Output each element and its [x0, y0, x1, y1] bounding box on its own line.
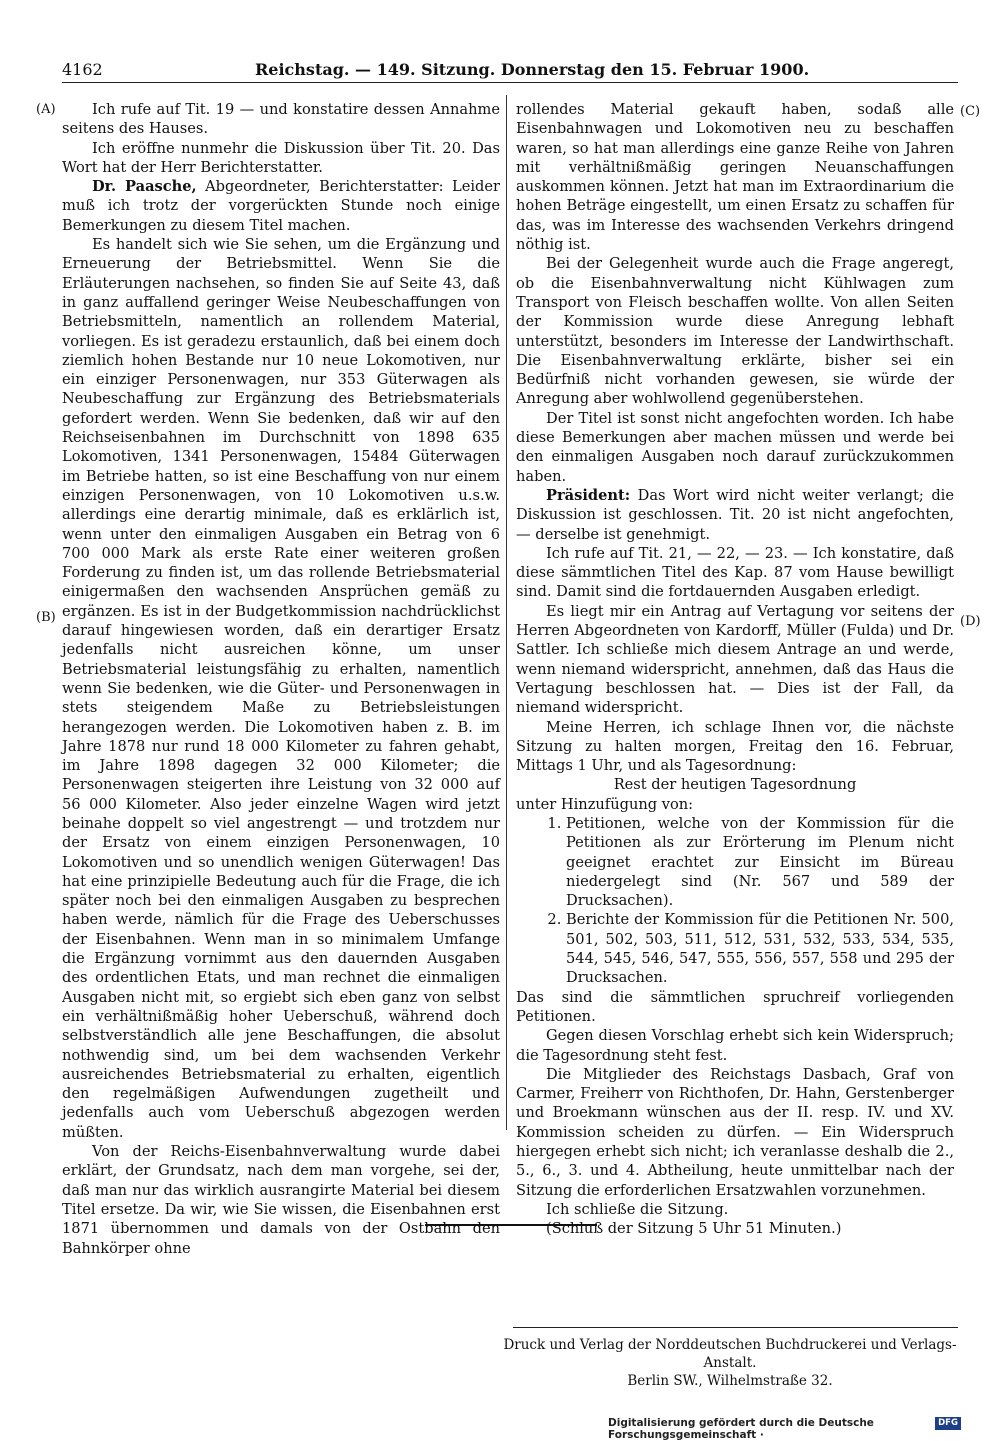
paragraph: Es handelt sich wie Sie sehen, um die Ergänzung und Erneuerung der Betriebsmittel. Wenn Sie die Erläuterungen nachsehen, so finden Sie auf Seite 43, daß in ganz auffallend geringer Weise Neubeschaffungen von Betriebsmitteln, namentlich an rollendem Material, vorliegen. Es ist geradezu erstaunlich, daß bei einem doch ziemlich hohen Bestande nur 10 neue Lokomotiven, nur ein einziger Personenwagen, nur 353 Güterwagen als Neubeschaffung zur Ergänzung des Betriebsmaterials gefordert werden. Wenn Sie bedenken, daß wir auf den Reichseisenbahnen im Durchschnitt von 1898 635 Lokomotiven, 1341 Personenwagen, 15484 Güterwagen im Betriebe hatten, so ist eine Beschaffung von nur einem einzigen Personenwagen, von 10 Lokomotiven u.s.w. allerdings eine derartig minimale, daß es erklärlich ist, wenn unter den einmaligen Ausgaben ein Betrag von 6 700 000 Mark als erste Rate einer weiteren großen Forderung zu finden ist, um das rollende Betriebsmaterial einigermaßen den wachsenden Ansprüchen gemäß zu ergänzen. Es ist in der Budgetkommission nachdrücklichst darauf hingewiesen worden, daß ein derartiger Ersatz jedenfalls nicht ausreichen könne, um unser Betriebsmaterial leistungsfähig zu erhalten, namentlich wenn Sie bedenken, wie die Güter- und Personenwagen in stets steigendem Maße zu Betriebsleistungen herangezogen werden. Die Lokomotiven haben z. B. im Jahre 1878 nur rund 18 000 Kilometer zu fahren gehabt, im Jahre 1898 dagegen 32 000 Kilometer; die Personenwagen steigerten ihre Leistung von 32 000 auf 56 000 Kilometer. Also jeder einzelne Wagen wird jetzt beinahe doppelt so viel angestrengt — und trotzdem nur der Ersatz von einem einzigen Personenwagen, 10 Lokomotiven und so unendlich wenigen Güterwagen! Das hat eine prinzipielle Bedeutung auch für die Frage, die ich später noch bei den einmaligen Ausgaben zu besprechen haben werde, nämlich für die Frage des Ueberschusses der Eisenbahnen. Wenn man in so minimalem Umfange die Ergänzung vornimmt aus den dauernden Ausgaben des ordentlichen Etats, und man rechnet die einmaligen Ausgaben nicht mit, so ergiebt sich eben ganz von selbst ein verhältnißmäßig hoher Ueberschuß, während doch selbstverständlich alle jene Beschaffungen, die absolut nothwendig sind, um bei dem wachsenden Verkehr ausreichendes Betriebsmaterial zu erhalten, eigentlich den regelmäßigen Aufwendungen zugetheilt und jedenfalls auch vom Ueberschuß abgezogen werden müßten.: [62, 236, 500, 1141]
speaker-name: Dr. Paasche,: [92, 178, 197, 196]
page-number: 4162: [62, 60, 103, 79]
margin-mark-b: (B): [36, 610, 56, 625]
session-close: (Schluß der Sitzung 5 Uhr 51 Minuten.): [546, 1220, 842, 1238]
end-rule: [425, 1224, 597, 1226]
agenda-subheading: unter Hinzufügung von:: [516, 795, 694, 813]
paragraph: Ich schließe die Sitzung.: [546, 1200, 729, 1218]
margin-mark-a: (A): [36, 102, 56, 117]
paragraph: [62, 177, 500, 235]
paragraph: Ich eröffne nunmehr die Diskussion über Tit. 20. Das Wort hat der Herr Berichterstatter.: [62, 139, 500, 176]
imprint-line: Druck und Verlag der Norddeutschen Buchdruckerei und Verlags-Anstalt.: [503, 1337, 957, 1371]
margin-mark-c: (C): [960, 104, 981, 119]
paragraph: Ich rufe auf Tit. 19 — und konstatire dessen Annahme seitens des Hauses.: [62, 101, 500, 138]
margin-mark-d: (D): [960, 614, 981, 629]
paragraph: Meine Herren, ich schlage Ihnen vor, die nächste Sitzung zu halten morgen, Freitag den 16. Februar, Mittags 1 Uhr, und als Tagesordnung:: [516, 718, 954, 775]
paragraph: Es liegt mir ein Antrag auf Vertagung vor seitens der Herren Abgeordneten von Kardorff, Müller (Fulda) und Dr. Sattler. Ich schließe mich diesem Antrage an und werde, wenn niemand widerspricht, annehmen, daß das Haus die Vertagung beschlossen hat. — Dies ist der Fall, da niemand widerspricht.: [516, 602, 954, 717]
paragraph: Der Titel ist sonst nicht angefochten worden. Ich habe diese Bemerkungen aber machen müssen und werde bei den einmaligen Ausgaben noch darauf zurückzukommen haben.: [516, 409, 954, 485]
imprint-line: Berlin SW., Wilhelmstraße 32.: [627, 1373, 833, 1389]
imprint-rule: [513, 1327, 958, 1328]
agenda-heading: Rest der heutigen Tagesordnung: [613, 776, 857, 794]
paragraph: Gegen diesen Vorschlag erhebt sich kein Widerspruch; die Tagesordnung steht fest.: [516, 1027, 954, 1064]
header-rule: [62, 82, 958, 83]
speaker-text: Abgeordneter, Berichterstatter: Leider muß ich trotz der vorgerückten Stunde noch einige Bemerkungen zu diesem Titel machen.: [62, 178, 500, 234]
paragraph: Die Mitglieder des Reichstags Dasbach, Graf von Carmer, Freiherr von Richthofen, Dr. Hahn, Gerstenberger und Broekmann wünschen aus der II. resp. IV. und XV. Kommission scheiden zu dürfen. — Ein Widerspruch hiergegen erhebt sich nicht; ich veranlasse deshalb die 2., 5., 6., 3. und 4. Abtheilung, heute unmittelbar nach der Sitzung die erforderlichen Ersatzwahlen vorzunehmen.: [516, 1065, 954, 1199]
paragraph: [516, 486, 954, 544]
paragraph: Das sind die sämmtlichen spruchreif vorliegenden Petitionen.: [516, 988, 954, 1025]
president-label: Präsident:: [546, 486, 631, 504]
paragraph: rollendes Material gekauft haben, sodaß alle Eisenbahnwagen und Lokomotiven neu zu beschaffen waren, so hat man allerdings eine ganze Reihe von Jahren mit verhältnißmäßig geringen Neuanschaffungen auskommen können. Jetzt hat man im Extraordinarium die hohen Beträge eingestellt, um einen Ersatz zu schaffen für das, was im Interesse des wachsenden Verkehrs dringend nöthig ist.: [516, 101, 954, 254]
agenda-item: 1. Petitionen, welche von der Kommission für die Petitionen als zur Erörterung im Plenum nicht geeignet erachtet zur Einsicht im Büreau niedergelegt sind (Nr. 567 und 589 der Drucksachen).: [566, 814, 954, 910]
paragraph: Von der Reichs-Eisenbahnverwaltung wurde dabei erklärt, der Grundsatz, nach dem man vorgehe, sei der, daß man nur das wirklich ausrangirte Material bei diesem Titel ersetze. Da wir, wie Sie wissen, die Eisenbahnen erst 1871 übernommen und damals von der Ostbahn den Bahnkörper ohne: [62, 1143, 500, 1257]
left-column: [62, 100, 500, 1258]
column-divider: [506, 95, 507, 1130]
imprint: [500, 1336, 960, 1390]
president-text: Das Wort wird nicht weiter verlangt; die Diskussion ist geschlossen. Tit. 20 ist nicht angefochten, — derselbe ist genehmigt.: [516, 486, 954, 543]
digitization-note: Digitalisierung gefördert durch die Deutsche Forschungsgemeinschaft ·: [608, 1417, 874, 1441]
right-column: [516, 100, 954, 1239]
paragraph: Bei der Gelegenheit wurde auch die Frage angeregt, ob die Eisenbahnverwaltung nicht Kühlwagen zum Transport von Fleisch beschaffen wollte. Von allen Seiten der Kommission wurde diese Anregung lebhaft unterstützt, besonders im Interesse der Landwirthschaft. Die Eisenbahnverwaltung erklärte, bisher sei ein Bedürfniß nicht vorhanden gewesen, sie würde der Anregung aber wohlwollend gegenüberstehen.: [516, 255, 954, 408]
agenda-list: [516, 814, 954, 988]
page-header: [62, 60, 958, 82]
dfg-logo: DFG: [935, 1417, 961, 1430]
agenda-item: 2. Berichte der Kommission für die Petitionen Nr. 500, 501, 502, 503, 511, 512, 531, 532, 533, 534, 535, 544, 545, 546, 547, 555, 556, 557, 558 und 295 der Drucksachen.: [566, 910, 954, 987]
running-title: Reichstag. — 149. Sitzung. Donnerstag den 15. Februar 1900.: [255, 60, 810, 79]
paragraph: Ich rufe auf Tit. 21, — 22, — 23. — Ich konstatire, daß diese sämmtlichen Titel des Kap. 87 vom Hause bewilligt sind. Damit sind die fortdauernden Ausgaben erledigt.: [516, 544, 954, 601]
